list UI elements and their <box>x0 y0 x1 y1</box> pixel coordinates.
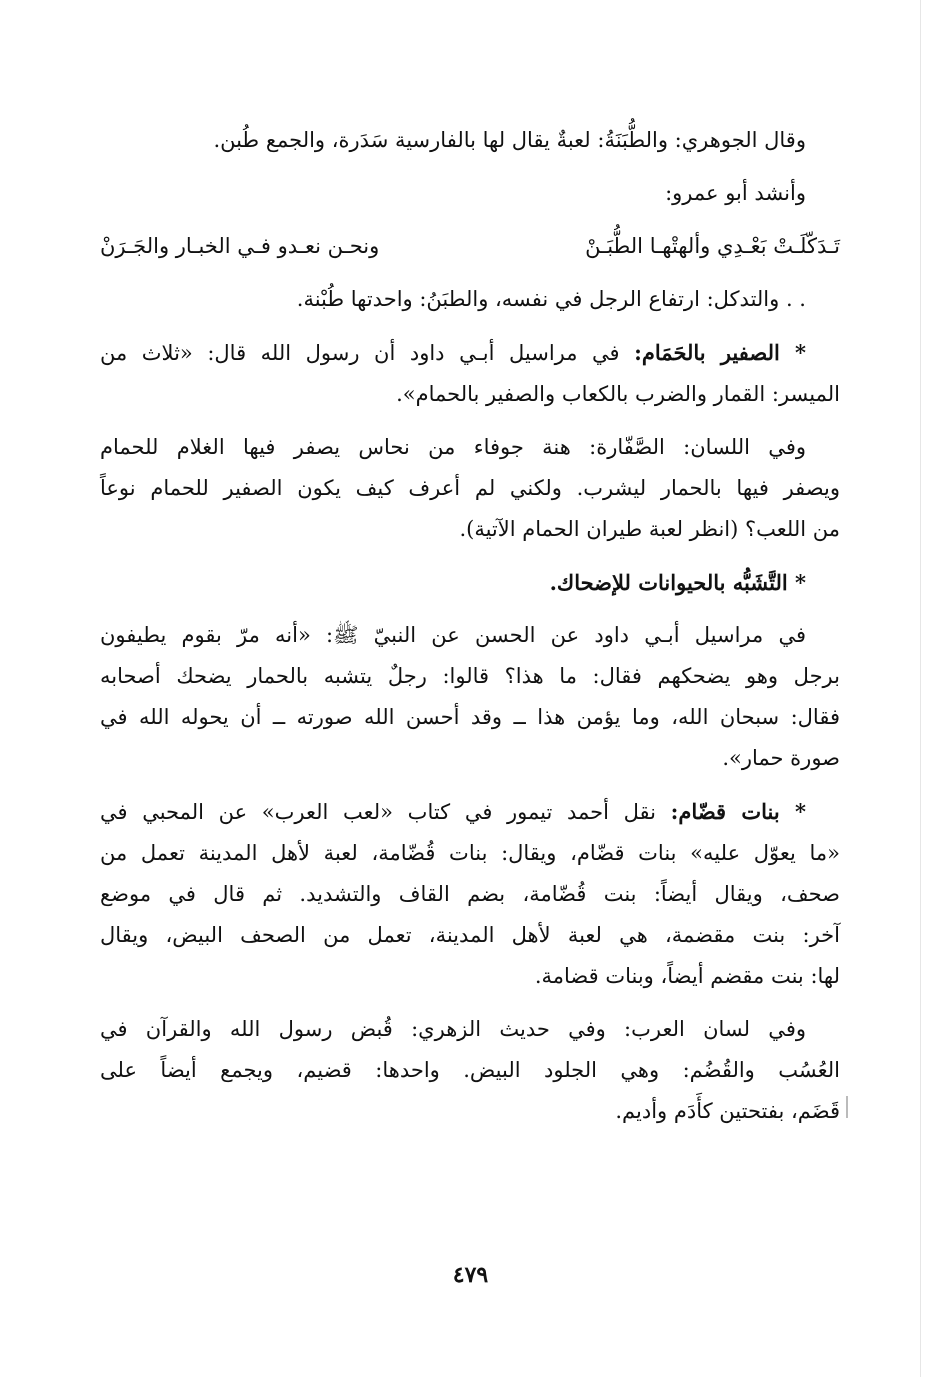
text-line: آخر: بنت مقضمة، هي لعبة لأهل المدينة، تعمل من الصحف البيض، ويقال <box>100 923 840 947</box>
page-number: ٤٧٩ <box>452 1262 489 1288</box>
paragraph-tadakkul <box>100 279 840 320</box>
section-heading: * الصفير بالحَمَام: <box>634 340 806 365</box>
section-heading: * التَّشَبُّه بالحيوانات للإضحاك. <box>549 570 806 595</box>
paragraph-jawhari <box>100 120 840 161</box>
section-lisan <box>100 427 840 550</box>
text-segment: في مراسيل أبـي داود أن رسول الله قال: «ثلاث من <box>100 341 620 365</box>
verse-first-hemistich: تَـدَكّلَـتْ بَعْـدِي وألهتْهـا الطُّبَـنْ <box>585 234 840 258</box>
text-line: برجل وهو يضحكهم فقال: ما هذا؟ قالوا: رجلٌ يتشبه بالحمار يضحك أصحابه <box>100 664 840 688</box>
text-line: العُسُب والقُضُم: وهي الجلود البيض. واحدها: قضيم، ويجمع أيضاً على <box>100 1058 840 1082</box>
text-segment: نقل أحمد تيمور في كتاب «لعب العرب» عن المحبي في <box>100 800 657 824</box>
margin-mark <box>846 1096 848 1118</box>
page-edge-line <box>920 0 921 1377</box>
text-line: . . والتدكل: ارتفاع الرجل في نفسه، والطبَنُ: واحدتها طُبْنة. <box>296 287 806 311</box>
section-lisan-arab <box>100 1009 840 1132</box>
text-line: صورة حمار». <box>722 746 840 770</box>
paragraph-abu-amr <box>100 173 840 214</box>
text-line: وفي لسان العرب: وفي حديث الزهري: قُبض رسول الله والقرآن في <box>100 1017 806 1041</box>
text-line: ويصفر فيها بالحمار ليشرب. ولكني لم أعرف كيف يكون الصفير للحمام نوعاً <box>100 476 840 500</box>
section-safir <box>100 332 840 415</box>
text-line: «ما يعوّل عليه» بنات قضّام، ويقال: بنات قُضّامة، لعبة لأهل المدينة تعمل من <box>100 841 840 865</box>
text-line <box>100 791 840 833</box>
poem-verse <box>100 226 840 267</box>
section-banat <box>100 791 840 997</box>
text-line: من اللعب؟ (انظر لعبة طيران الحمام الآتية). <box>459 517 840 541</box>
text-line: لها: بنت مقضم أيضاً، وبنات قضامة. <box>534 964 840 988</box>
text-line: قَضَم، بفتحتين كأَدَم وأديم. <box>615 1099 840 1123</box>
page-body <box>100 120 840 1144</box>
text-line: وقال الجوهري: والطُّبَنَةُ: لعبةٌ يقال لها بالفارسية سَدَرة، والجمع طُبن. <box>213 128 806 152</box>
text-line: وأنشد أبو عمرو: <box>665 181 806 205</box>
verse-second-hemistich: ونحـن نعـدو فـي الخبـار والجَـرَنْ <box>100 234 380 258</box>
text-line: فقال: سبحان الله، وما يؤمن هذا ــ وقد أحسن الله صورته ــ أن يحوله الله في <box>100 705 840 729</box>
text-line: الميسر: القمار والضرب بالكعاب والصفير بالحمام». <box>396 382 840 406</box>
text-line <box>100 332 840 374</box>
text-line: وفي اللسان: الصَّفّارة: هنة جوفاء من نحاس يصفر فيها الغلام للحمام <box>100 435 806 459</box>
text-line: في مراسيل أبـي داود عن الحسن عن النبيّ ﷺ: «أنه مرّ بقوم يطيفون <box>100 623 806 647</box>
section-tashabbuh-heading <box>100 562 840 603</box>
text-line: صحف، ويقال أيضاً: بنت قُضّامة، بضم القاف والتشديد. ثم قال في موضع <box>100 882 840 906</box>
section-heading: * بنات قضّام: <box>670 799 806 824</box>
section-tashabbuh <box>100 615 840 779</box>
